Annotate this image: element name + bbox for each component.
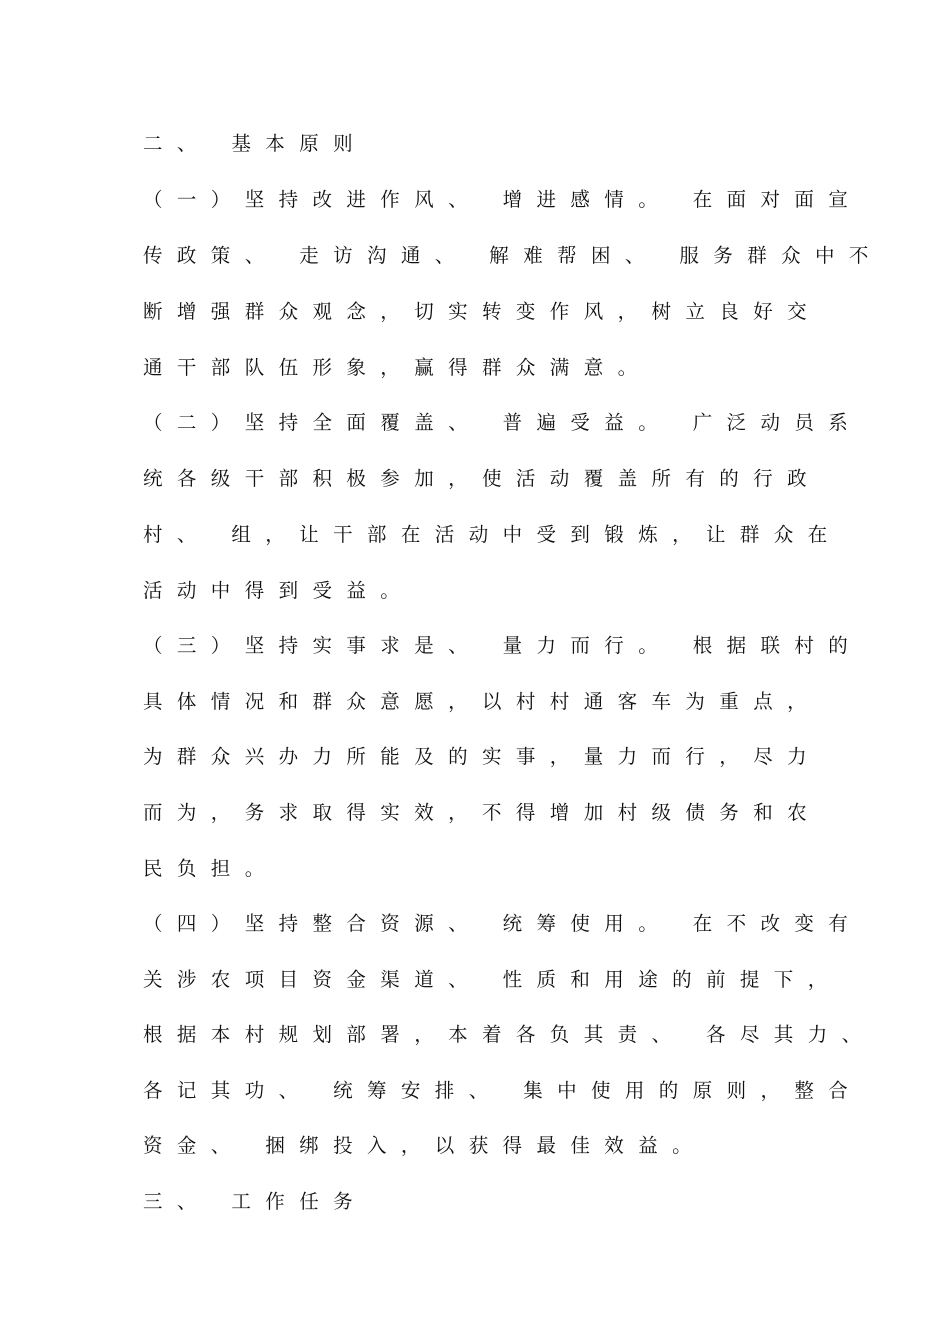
paragraph-line: 通干部队伍形象，赢得群众满意。 [143,356,652,379]
paragraph-line: 民负担。 [143,857,279,880]
section-heading-basic-principles: 二、 基本原则 [143,132,367,155]
paragraph-line: 资金、 捆绑投入，以获得最佳效益。 [143,1134,706,1157]
paragraph-line: 为群众兴办力所能及的实事，量力而行，尽力 [143,745,822,768]
paragraph-line: 各记其功、 统筹安排、 集中使用的原则，整合 [143,1079,863,1102]
paragraph-line: 而为，务求取得实效，不得增加村级债务和农 [143,801,822,824]
paragraph-line: 统各级干部积极参加，使活动覆盖所有的行政 [143,467,822,490]
section-heading-work-tasks: 三、 工作任务 [143,1190,367,1213]
paragraph-line: 根据本村规划部署，本着各负其责、 各尽其力、 [143,1023,876,1046]
paragraph-line: 关涉农项目资金渠道、 性质和用途的前提下， [143,968,842,991]
paragraph-line: （三）坚持实事求是、 量力而行。 根据联村的 [143,634,863,657]
paragraph-line: 村、 组，让干部在活动中受到锻炼，让群众在 [143,523,842,546]
paragraph-line: （二）坚持全面覆盖、 普遍受益。 广泛动员系 [143,411,863,434]
paragraph-line: 具体情况和群众意愿，以村村通客车为重点， [143,690,822,713]
paragraph-line: 传政策、 走访沟通、 解难帮困、 服务群众中不 [143,244,883,267]
paragraph-line: 断增强群众观念，切实转变作风，树立良好交 [143,300,822,323]
paragraph-line: （一）坚持改进作风、 增进感情。 在面对面宣 [143,188,863,211]
paragraph-line: （四）坚持整合资源、 统筹使用。 在不改变有 [143,912,863,935]
paragraph-line: 活动中得到受益。 [143,579,415,602]
